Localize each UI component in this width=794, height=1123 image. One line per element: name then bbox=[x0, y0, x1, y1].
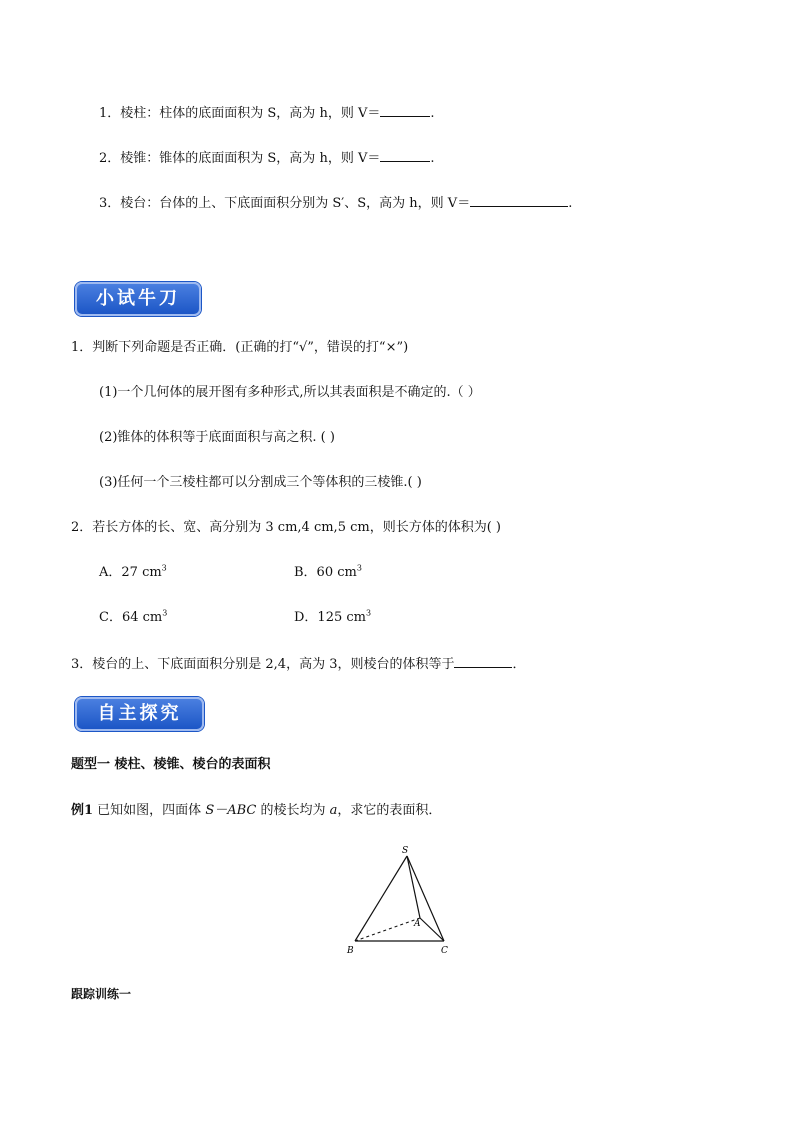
vertex-label-b: B bbox=[347, 946, 354, 956]
question-3-text: 3．棱台的上、下底面面积分别是 2,4，高为 3，则棱台的体积等于 bbox=[71, 657, 455, 672]
question-3 bbox=[71, 655, 526, 673]
edge-ba-hidden bbox=[355, 918, 420, 941]
example-label: 例1 bbox=[71, 803, 94, 818]
vertex-label-s: S bbox=[402, 846, 409, 856]
edge-sa bbox=[407, 856, 420, 918]
question-2-stem: 2．若长方体的长、宽、高分别为 3 cm,4 cm,5 cm，则长方体的体积为( ) bbox=[71, 520, 501, 535]
formula-pyramid-text: 2．棱锥：锥体的底面面积为 S，高为 h，则 V＝ bbox=[99, 151, 381, 166]
formula-pyramid-end: . bbox=[430, 151, 435, 166]
section-badge-practice: 小试牛刀 bbox=[75, 282, 201, 316]
answer-blank bbox=[380, 149, 430, 162]
example-variable: a bbox=[329, 803, 338, 818]
vertex-label-c: C bbox=[441, 946, 448, 956]
vertex-label-a: A bbox=[414, 919, 421, 929]
option-c-text: C．64 cm bbox=[99, 610, 163, 625]
practice-heading: 跟踪训练一 bbox=[71, 987, 132, 1001]
example-text-1: 已知如图，四面体 bbox=[93, 803, 206, 818]
answer-blank bbox=[380, 104, 430, 117]
question-1-stem: 1．判断下列命题是否正确．(正确的打“√”，错误的打“×”) bbox=[71, 340, 409, 355]
option-d-text: D．125 cm bbox=[294, 610, 366, 625]
question-1-item-3: (3)任何一个三棱柱都可以分割成三个等体积的三棱锥.( ) bbox=[99, 475, 422, 490]
exponent: 3 bbox=[356, 563, 362, 573]
question-1-item-2: (2)锥体的体积等于底面面积与高之积. ( ) bbox=[99, 430, 335, 445]
edge-sb bbox=[355, 856, 407, 941]
formula-prism-end: . bbox=[430, 106, 435, 121]
formula-prism-text: 1．棱柱：柱体的底面面积为 S，高为 h，则 V＝ bbox=[99, 106, 381, 121]
option-a-text: A．27 cm bbox=[99, 565, 162, 580]
question-3-end: ． bbox=[512, 657, 526, 672]
tetrahedron-figure bbox=[340, 840, 460, 960]
example-1 bbox=[71, 803, 441, 819]
exponent: 3 bbox=[161, 563, 167, 573]
section-badge-explore: 自主探究 bbox=[75, 697, 204, 731]
edge-ac bbox=[420, 918, 444, 941]
formula-pyramid bbox=[99, 149, 434, 167]
option-c bbox=[99, 610, 167, 626]
option-d bbox=[294, 610, 371, 626]
formula-frustum-end: . bbox=[568, 196, 573, 211]
example-text-2: 的棱长均为 bbox=[256, 803, 330, 818]
edge-sc bbox=[407, 856, 444, 941]
formula-prism bbox=[99, 104, 434, 122]
formula-frustum-text: 3．棱台：台体的上、下底面面积分别为 S′、S，高为 h，则 V＝ bbox=[99, 196, 471, 211]
example-text-3: ，求它的表面积． bbox=[337, 803, 442, 818]
exponent: 3 bbox=[162, 608, 168, 618]
section-heading: 题型一 棱柱、棱锥、棱台的表面积 bbox=[71, 757, 271, 772]
formula-frustum bbox=[99, 194, 572, 212]
option-b-text: B．60 cm bbox=[294, 565, 357, 580]
question-1-item-1: (1)一个几何体的展开图有多种形式,所以其表面积是不确定的.（ ） bbox=[99, 385, 481, 400]
answer-blank bbox=[454, 655, 512, 668]
option-a bbox=[99, 565, 167, 581]
exponent: 3 bbox=[365, 608, 372, 618]
option-b bbox=[294, 565, 362, 581]
answer-blank bbox=[470, 194, 568, 207]
example-math: S－ABC bbox=[205, 803, 257, 818]
